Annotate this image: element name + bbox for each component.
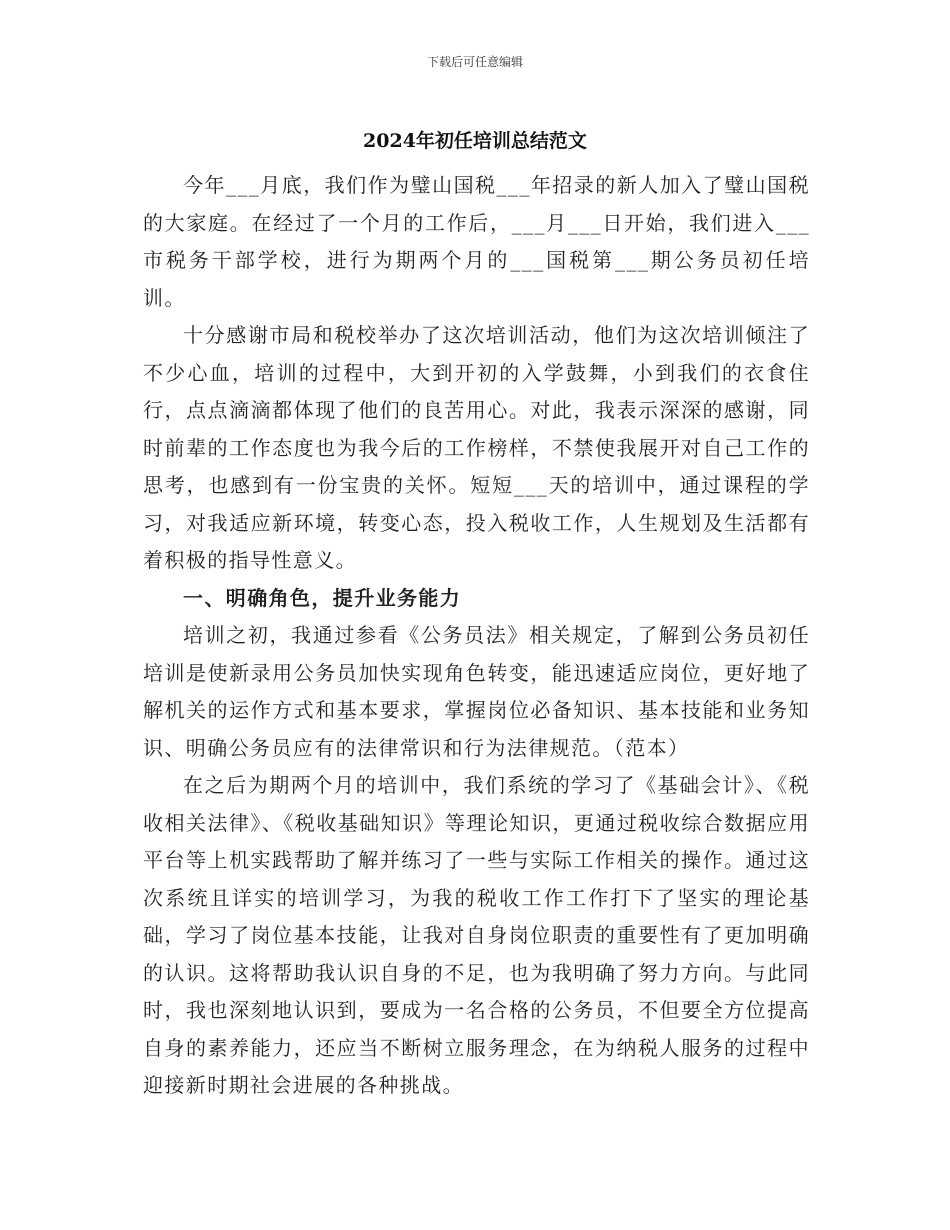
- paragraph-thanks: 十分感谢市局和税校举办了这次培训活动，他们为这次培训倾注了不少心血，培训的过程中，大到开初的入学鼓舞，小到我们的衣食住行，点点滴滴都体现了他们的良苦用心。对此，我表示深深的感谢，同时前辈的工作态度也为我今后的工作榜样，不禁使我展开对自己工作的思考，也感到有一份宝贵的关怀。短短___天的培训中，通过课程的学习，对我适应新环境，转变心态，投入税收工作，人生规划及生活都有着积极的指导性意义。: [143, 323, 810, 572]
- paragraph-intro: 今年___月底，我们作为璧山国税___年招录的新人加入了璧山国税的大家庭。在经过了一个月的工作后，___月___日开始，我们进入___市税务干部学校，进行为期两个月的___国税第___期公务员初任培训。: [143, 173, 810, 310]
- paragraph-training-start: 培训之初，我通过参看《公务员法》相关规定，了解到公务员初任培训是使新录用公务员加快实现角色转变，能迅速适应岗位，更好地了解机关的运作方式和基本要求，掌握岗位必备知识、基本技能和业务知识、明确公务员应有的法律常识和行为法律规范。（范本）: [143, 623, 810, 760]
- document-title: 2024年初任培训总结范文: [363, 130, 587, 152]
- page-header-note: 下载后可任意编辑: [426, 55, 523, 69]
- section-heading-1: 一、明确角色，提升业务能力: [183, 585, 462, 610]
- paragraph-training-content: 在之后为期两个月的培训中，我们系统的学习了《基础会计》、《税收相关法律》、《税收基础知识》等理论知识，更通过税收综合数据应用平台等上机实践帮助了解并练习了一些与实际工作相关的操作。通过这次系统且详实的培训学习，为我的税收工作工作打下了坚实的理论基础，学习了岗位基本技能，让我对自身岗位职责的重要性有了更加明确的认识。这将帮助我认识自身的不足，也为我明确了努力方向。与此同时，我也深刻地认识到，要成为一名合格的公务员，不但要全方位提高自身的素养能力，还应当不断树立服务理念，在为纳税人服务的过程中迎接新时期社会进展的各种挑战。: [143, 773, 810, 1097]
- document-body: [143, 167, 810, 1105]
